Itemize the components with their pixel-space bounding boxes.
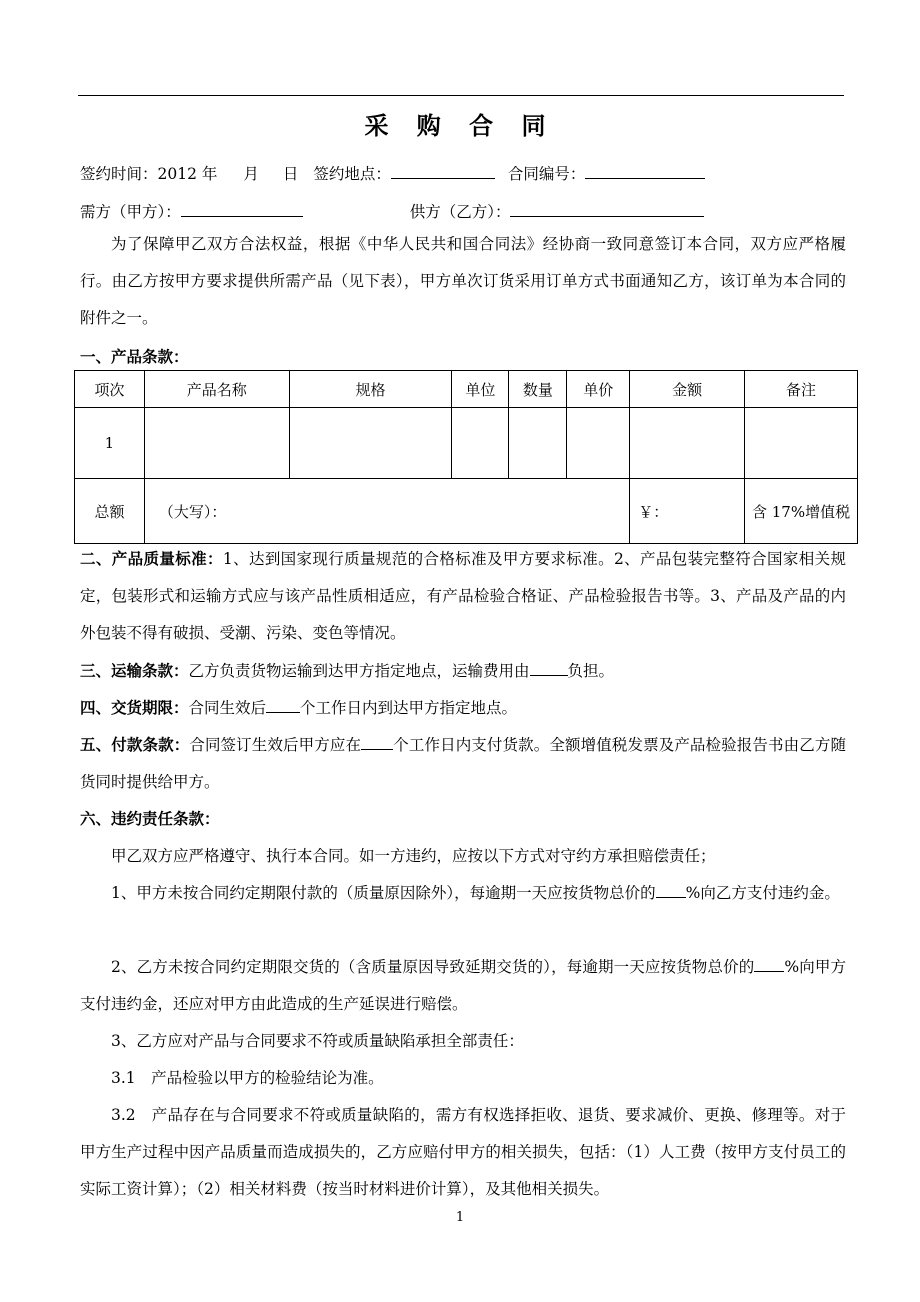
table-total-row [75, 479, 858, 544]
section3 [80, 653, 846, 690]
col-header: 单位 [452, 371, 509, 408]
table-row [75, 408, 858, 479]
total-label: 总额 [75, 479, 145, 544]
section4-text-end: 个工作日内到达甲方指定地点。 [300, 699, 518, 717]
section4-heading: 四、交货期限： [80, 699, 189, 717]
section6-item2 [80, 949, 846, 1023]
sign-year: 2012 年 [157, 165, 218, 183]
contract-no-blank[interactable] [585, 161, 705, 179]
unit-price-cell[interactable] [567, 408, 630, 479]
section6-item3-2: 3.2 产品存在与合同要求不符或质量缺陷的，需方有权选择拒收、退货、要求减价、更换、修理等。对于甲方生产过程中因产品质量而造成损失的，乙方应赔付甲方的相关损失，包括：（1）人工费（按甲方支付员工的实际工资计算）；（2）相关材料费（按当时材料进价计算），及其他相关损失。 [80, 1106, 846, 1198]
col-header: 金额 [630, 371, 745, 408]
item2-text: 2、乙方未按合同约定期限交货的（含质量原因导致延期交货的），每逾期一天应按货物总价的 [111, 958, 755, 976]
col-header: 项次 [75, 371, 145, 408]
section5-text-end: 个工作日内支付货款。全额增值税发票及产品检验报告书由乙方随货同时提供给甲方。 [80, 736, 846, 791]
spec-cell[interactable] [289, 408, 452, 479]
sign-day: 日 [282, 165, 299, 183]
section1-heading: 一、产品条款： [80, 348, 189, 366]
section4-text: 合同生效后 [188, 699, 267, 717]
item2-text-end: %向甲方支付违约金，还应对甲方由此造成的生产延误进行赔偿。 [80, 958, 846, 1013]
section3-text: 乙方负责货物运输到达甲方指定地点，运输费用由 [188, 662, 530, 680]
section4 [80, 690, 846, 727]
section2 [80, 541, 846, 652]
buyer-label: 需方（甲方）： [80, 203, 181, 221]
sign-info-line [80, 161, 705, 184]
item1-text: 1、甲方未按合同约定期限付款的（质量原因除外），每逾期一天应按货物总价的 [111, 884, 656, 902]
sign-place-blank[interactable] [391, 161, 495, 179]
quantity-cell[interactable] [509, 408, 567, 479]
section5-text: 合同签订生效后甲方应在 [189, 736, 362, 754]
currency-cell[interactable]: ￥： [630, 479, 745, 544]
section3-heading: 三、运输条款： [80, 662, 189, 680]
col-header: 备注 [745, 371, 858, 408]
tax-note: 含 17%增值税 [745, 479, 858, 544]
header-rule [78, 95, 844, 96]
intro-paragraph: 为了保障甲乙双方合法权益，根据《中华人民共和国合同法》经协商一致同意签订本合同，双方应严格履行。由乙方按甲方要求提供所需产品（见下表），甲方单次订货采用订单方式书面通知乙方，该订单为本合同的附件之一。 [80, 235, 846, 327]
payment-days-blank[interactable] [361, 732, 393, 750]
sign-time-label: 签约时间： [80, 165, 158, 183]
col-header: 规格 [289, 371, 452, 408]
buyer-penalty-rate-blank[interactable] [656, 880, 686, 898]
table-header-row [75, 371, 858, 408]
page-number: 1 [455, 1210, 465, 1225]
section2-heading: 二、产品质量标准： [80, 550, 223, 568]
supplier-label: 供方（乙方）： [409, 203, 511, 221]
col-header: 数量 [509, 371, 567, 408]
document-title: 采 购 合 同 [364, 112, 556, 140]
section5 [80, 727, 846, 801]
freight-payer-blank[interactable] [530, 658, 568, 676]
section2-text: 1、达到国家现行质量规范的合格标准及甲方要求标准。2、产品包装完整符合国家相关规定，包装形式和运输方式应与该产品性质相适应，有产品检验合格证、产品检验报告书等。3、产品及产品的内外包装不得有破损、受潮、污染、变色等情况。 [80, 550, 846, 642]
remark-cell[interactable] [745, 408, 858, 479]
sign-month: 月 [243, 165, 259, 183]
section3-text-end: 负担。 [567, 662, 615, 680]
parties-line [80, 199, 704, 222]
unit-cell[interactable] [452, 408, 509, 479]
section6-heading: 六、违约责任条款： [80, 810, 220, 828]
col-header: 单价 [567, 371, 630, 408]
section6-item3-1: 3.1 产品检验以甲方的检验结论为准。 [111, 1069, 384, 1087]
section6-intro: 甲乙双方应严格遵守、执行本合同。如一方违约，应按以下方式对守约方承担赔偿责任； [111, 847, 716, 865]
col-header: 产品名称 [144, 371, 289, 408]
item1-text-end: %向乙方支付违约金。 [685, 884, 840, 902]
buyer-blank[interactable] [181, 199, 303, 217]
item-index: 1 [75, 408, 145, 479]
section5-heading: 五、付款条款： [80, 736, 190, 754]
supplier-blank[interactable] [510, 199, 704, 217]
contract-no-label: 合同编号： [507, 165, 586, 183]
section6-item3: 3、乙方应对产品与合同要求不符或质量缺陷承担全部责任： [111, 1032, 524, 1050]
supplier-penalty-rate-blank[interactable] [754, 954, 784, 972]
total-capital-cell[interactable]: （大写）： [144, 479, 629, 544]
section6-item1 [80, 875, 846, 912]
amount-cell[interactable] [630, 408, 745, 479]
product-name-cell[interactable] [144, 408, 289, 479]
delivery-days-blank[interactable] [266, 695, 300, 713]
sign-place-label: 签约地点： [313, 165, 391, 183]
product-table [74, 370, 858, 544]
